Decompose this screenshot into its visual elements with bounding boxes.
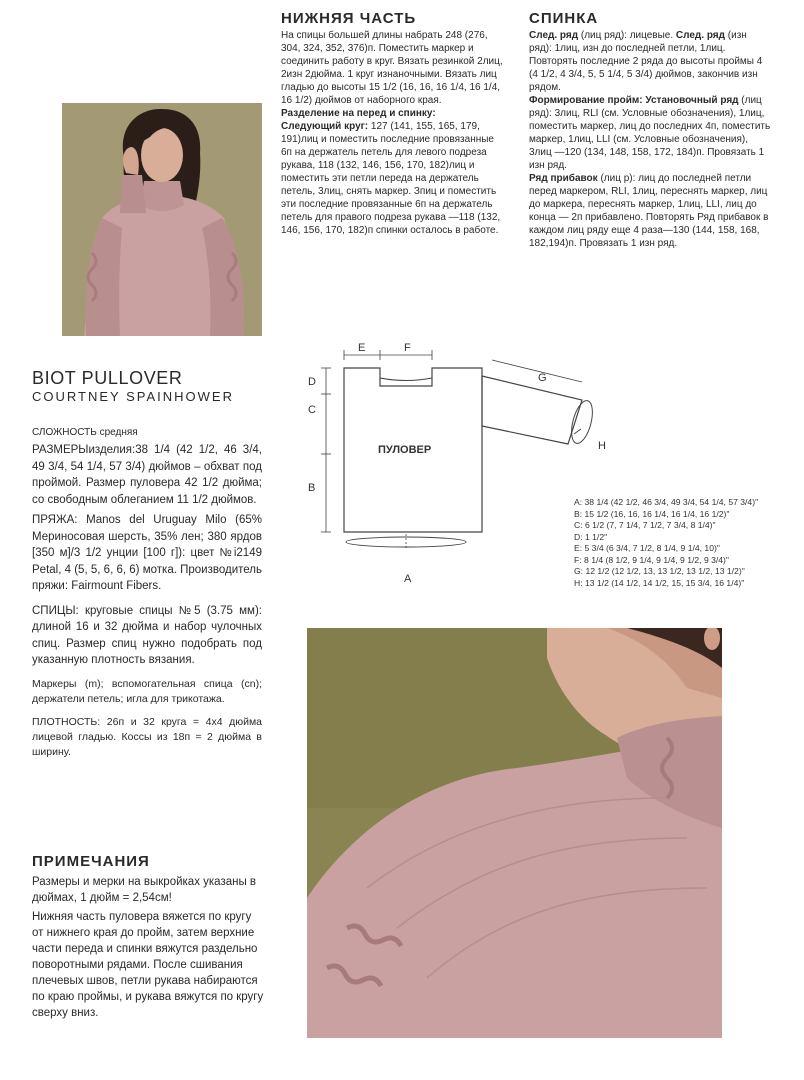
difficulty-value: средняя [99,427,138,438]
detail-photo [307,628,722,1038]
sweater-schematic [296,336,618,592]
back-section [529,10,771,250]
lower-section-title: НИЖНЯЯ ЧАСТЬ [281,10,417,27]
sizes-label: РАЗМЕРЫ [32,444,89,456]
notes-text-1: Размеры и мерки на выкройках указаны в дюймах, 1 дюйм = 2,54см! [32,876,257,904]
back-text-2: (изн ряд): 1лиц, изн до последней петли, 1лиц. Повторять последние 2 ряда до высоты проймы 4 (4 1/2, 4 3/4, 5, 5 1/4, 5 3/4) дюймов, закончив изн рядом. [529,30,763,93]
notes-section [32,853,264,1021]
back-section-title: СПИНКА [529,10,599,27]
needles-label: СПИЦЫ: [32,604,79,617]
back-text-4: (лиц р): лиц до последней петли перед маркером, RLI, 1лиц, переснять маркер, лиц до маркера, переснять маркер, 1лиц, LLI, лиц до конца — 2п прибавлено. Повторять Ряд прибавок в каждом лиц ряду еще 4 раза—130 (144, 158, 168, 182,194)п. Провязать 1 изн ряд. [529,173,769,249]
measurement-g: G: 12 1/2 (12 1/2, 13, 13 1/2, 13 1/2, 13 1/2)" [574,566,745,576]
lower-bold-1: Разделение на перед и спинку: [281,108,436,119]
notions-text: Маркеры (m); вспомогательная спица (cn); держатели петель; игла для трикотажа. [32,677,262,705]
schematic-letter-h: H [598,440,606,452]
schematic-letter-g: G [538,372,547,384]
schematic-letter-f: F [404,342,411,354]
back-text-1: (лиц ряд): лицевые. [580,30,674,41]
notes-text-2: Нижняя часть пуловера вяжется по кругу от нижнего края до пройм, затем верхние части переда и спинки вяжутся раздельно поворотными рядами. После сшивания плечевых швов, петли рукава набираются по краю проймы, и рукава вяжутся по кругу сверху вниз. [32,911,264,1019]
lower-text-1: На спицы большей длины набрать 248 (276, 304, 324, 352, 376)п. Поместить маркер и соединить работу в круг. Вязать резинкой 2лиц, 2изн 2дюйма. 1 круг изнаночными. Вязать лиц гладью до высоты 15 1/2 (16, 16, 16 1/4, 16 1/4, 16 1/2) дюймов от наборного края. [281,30,503,106]
lower-section [281,10,503,237]
measurement-f: F: 8 1/4 (8 1/2, 9 1/4, 9 1/4, 9 1/2, 9 3/4)" [574,554,729,565]
measurement-d: D: 1 1/2" [574,531,608,542]
measurements-list [574,497,802,589]
schematic-letter-a: A [404,573,412,585]
schematic-letter-e: E [358,342,366,354]
pattern-name: BIOT PULLOVER [32,368,183,388]
lower-bold-2: Следующий круг: [281,121,369,132]
gauge-text: 26п и 32 круга = 4x4 дюйма лицевой гладью. Коссы из 18п = 2 дюйма в ширину. [32,715,263,758]
measurement-b: B: 15 1/2 (16, 16, 16 1/4, 16 1/4, 16 1/2)" [574,508,730,519]
schematic-letter-d: D [308,376,316,388]
pattern-header [32,368,272,406]
pattern-info [32,426,262,760]
notes-title: ПРИМЕЧАНИЯ [32,853,150,870]
detail-photo-illustration [307,628,722,1038]
measurement-h: H: 13 1/2 (14 1/2, 14 1/2, 15, 15 3/4, 16 1/4)" [574,577,745,588]
lower-text-2: 127 (141, 155, 165, 179, 191)лиц и поместить последние провязанные 6п на держатель петель для левого подреза рукава, 118 (132, 146, 156, 170, 182)лиц и поместить эти петли переда на держатель петель, 3лиц, снять маркер. Зпиц и поместить эти последние провязанные 6п на держатель петель для правого подреза рукава —118 (132, 146, 156, 170, 182)п спинки осталось в работе. [281,121,501,236]
yarn-text: Manos del Uruguay Milo (65% Мериносовая шерсть, 35% лен; 380 ярдов [350 м]/3 1/2 унции [100 г]): цвет №i2149 Petal, 4 (5, 5, 6, 6, 6) мотка. Производитель пряжи: Fairmount Fibers. [32,514,262,592]
back-bold-3: Формирование пройм: Установочный ряд [529,95,739,106]
difficulty-label: СЛОЖНОСТЬ [32,427,97,438]
measurement-c: C: 6 1/2 (7, 7 1/4, 7 1/2, 7 3/4, 8 1/4)" [574,520,716,530]
measurement-a: A: 38 1/4 (42 1/2, 46 3/4, 49 3/4, 54 1/4, 57 3/4)" [574,497,759,507]
back-bold-2: След. ряд [675,30,725,41]
back-text-3: (лиц ряд): 3лиц, RLI (см. Условные обозначения), 1лиц, поместить маркер, лиц до последних 4п, поместить маркер, 1лиц, LLI (см. Условные обозначения), 3лиц —120 (134, 148, 158, 172, 184)п. Провязать 1 изн ряд. [529,95,771,171]
back-bold-4: Ряд прибавок [529,173,598,184]
measurement-e: E: 5 3/4 (6 3/4, 7 1/2, 8 1/4, 9 1/4, 10)" [574,543,720,553]
back-bold-1: След. ряд [529,30,579,41]
schematic-drawing [296,336,618,592]
schematic-letter-b: B [308,482,316,494]
schematic-body-label: ПУЛОВЕР [378,444,432,456]
model-photo [62,103,262,336]
sizes-text: изделия:38 1/4 (42 1/2, 46 3/4, 49 3/4, 54 1/4, 57 3/4) дюймов – обхват под проймой. Размер пуловера 42 1/2 дюйма; со свободным облеганием 11 1/2 дюймов. [32,444,262,506]
pattern-designer: COURTNEY SPAINHOWER [32,389,234,404]
yarn-label: ПРЯЖА: [32,514,78,526]
needles-text: круговые спицы №5 (3.75 мм): длиной 16 и 32 дюйма и набор чулочных спиц. Размер спиц нужно подобрать под указанную плотность вязания. [32,604,262,666]
schematic-letter-c: C [308,404,316,416]
gauge-label: ПЛОТНОСТЬ: [32,715,101,728]
model-photo-illustration [62,103,262,336]
